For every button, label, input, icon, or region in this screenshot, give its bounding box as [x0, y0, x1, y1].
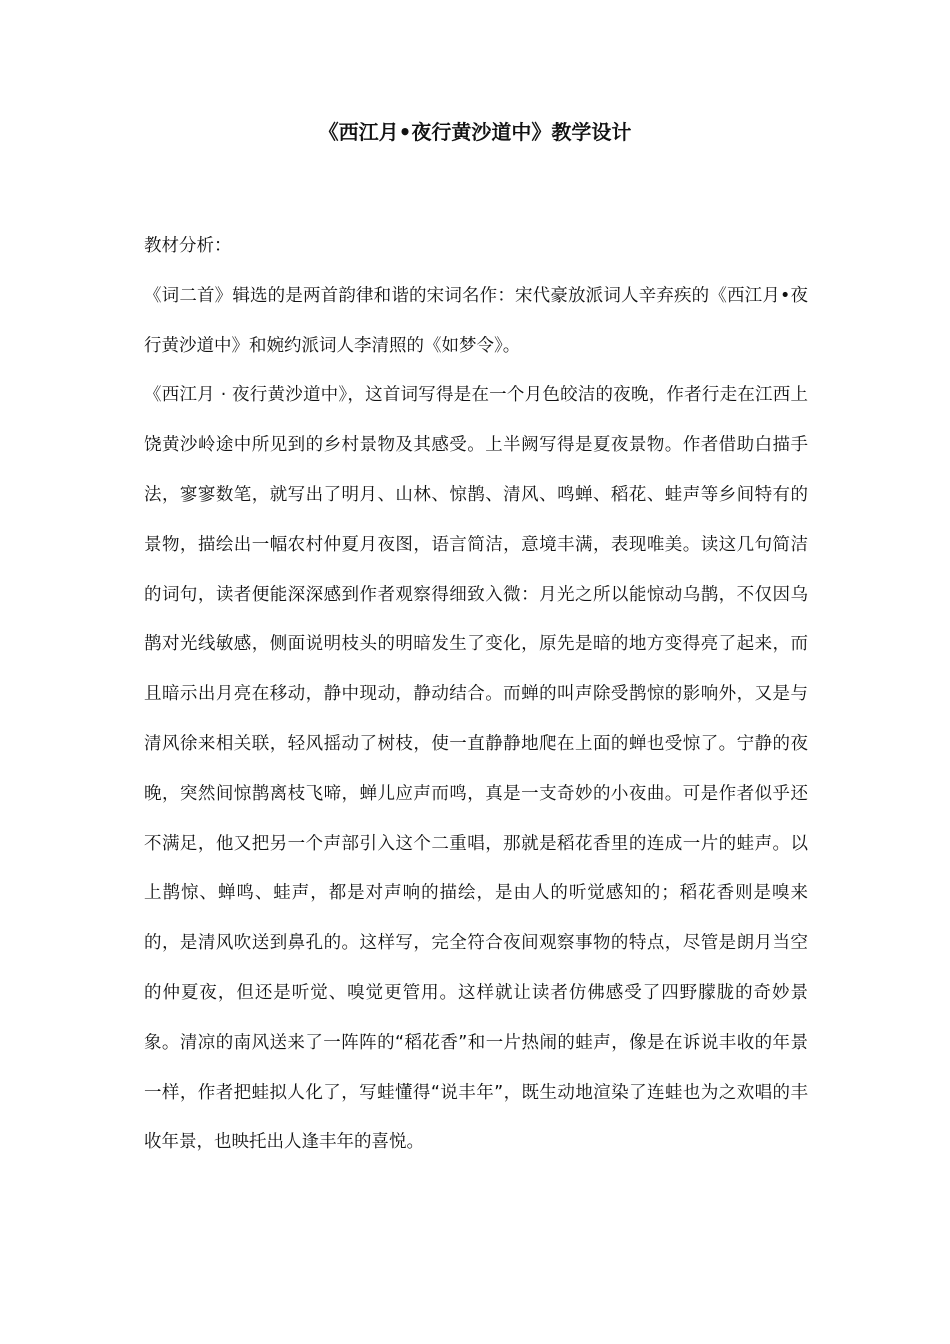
section-heading: 教材分析： — [144, 236, 232, 256]
document-body — [144, 222, 808, 1168]
paragraph-2: 《西江月 · 夜行黄沙道中》，这首词写得是在一个月色皎洁的夜晚，作者行走在江西上饶黄沙岭途中所见到的乡村景物及其感受。上半阙写得是夏夜景物。作者借助白描手法，寥寥数笔，就写出了明月、山林、惊鹊、清风、鸣蝉、稻花、蛙声等乡间特有的景物，描绘出一幅农村仲夏月夜图，语言简洁，意境丰满，表现唯美。读这几句简洁的词句，读者便能深深感到作者观察得细致入微：月光之所以能惊动乌鹊，不仅因乌鹊对光线敏感，侧面说明枝头的明暗发生了变化，原先是暗的地方变得亮了起来，而且暗示出月亮在移动，静中现动，静动结合。而蝉的叫声除受鹊惊的影响外，又是与清风徐来相关联，轻风摇动了树枝，使一直静静地爬在上面的蝉也受惊了。宁静的夜晚，突然间惊鹊离枝飞啼，蝉儿应声而鸣，真是一支奇妙的小夜曲。可是作者似乎还不满足，他又把另一个声部引入这个二重唱，那就是稻花香里的连成一片的蛙声。以上鹊惊、蝉鸣、蛙声，都是对声响的描绘，是由人的听觉感知的；稻花香则是嗅来的，是清风吹送到鼻孔的。这样写，完全符合夜间观察事物的特点，尽管是朗月当空的仲夏夜，但还是听觉、嗅觉更管用。这样就让读者仿佛感受了四野朦胧的奇妙景象。清凉的南风送来了一阵阵的“稻花香”和一片热闹的蛙声，像是在诉说丰收的年景一样，作者把蛙拟人化了，写蛙懂得“说丰年”，既生动地渲染了连蛙也为之欢唱的丰收年景，也映托出人逢丰年的喜悦。 — [144, 385, 808, 1153]
document-title: 《西江月•夜行黄沙道中》教学设计 — [318, 120, 632, 144]
paragraph-1: 《词二首》辑选的是两首韵律和谐的宋词名作：宋代豪放派词人辛弃疾的《西江月•夜行黄沙道中》和婉约派词人李清照的《如梦令》。 — [144, 285, 808, 356]
